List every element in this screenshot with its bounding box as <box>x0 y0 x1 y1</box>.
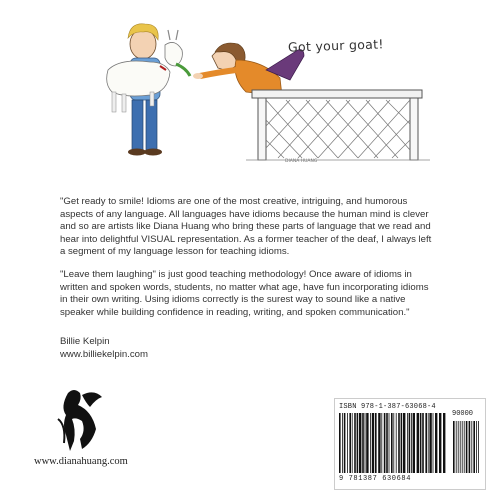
back-cover-quote <box>60 196 432 329</box>
author-website: www.billiekelpin.com <box>60 348 148 360</box>
isbn-label: ISBN 978-1-387-63068-4 <box>339 403 436 411</box>
publisher-logo-icon <box>52 385 112 453</box>
isbn-barcode <box>334 398 486 490</box>
barcode-bars <box>339 413 481 475</box>
artist-signature: DIANA HUANG <box>285 159 318 164</box>
cartoon-illustration <box>0 0 498 180</box>
publisher-website: www.dianahuang.com <box>34 456 128 467</box>
price-code: 90000 <box>452 410 474 418</box>
quote-paragraph-2: "Leave them laughing" is just good teaching methodology! Once aware of idioms in written and spoken words, students, no matter what age, have fun incorporating idioms in their own writing. Using idioms correctly is the surest way to sound like a native speaker while building confidence in reading, writing, and spoken communication." <box>60 268 429 318</box>
fence <box>246 90 430 160</box>
quote-paragraph-1: "Get ready to smile! Idioms are one of the most creative, intriguing, and humorous aspects of any language. All languages have idioms because the human mind is clever and so are artists like Diana Huang who bring these parts of language that we read and hear into delightful VISUAL representation. As a former teacher of the deaf, I always left a segment of my language lesson for teaching idioms. <box>60 196 432 258</box>
quote-signature <box>60 336 148 361</box>
author-name: Billie Kelpin <box>60 336 110 347</box>
barcode-digits: 9 781387 630684 <box>339 475 412 483</box>
speech-bubble-text: Got your goat! <box>287 36 384 55</box>
